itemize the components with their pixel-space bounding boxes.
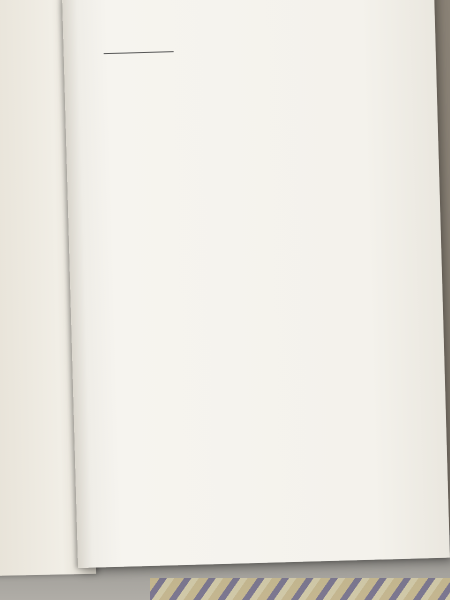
footnote-divider: [104, 51, 174, 54]
page-number: [77, 524, 449, 534]
page-content: [97, 27, 412, 61]
book-page: [62, 0, 450, 568]
rug-pattern: [150, 578, 450, 600]
top-paragraph: [97, 27, 411, 36]
